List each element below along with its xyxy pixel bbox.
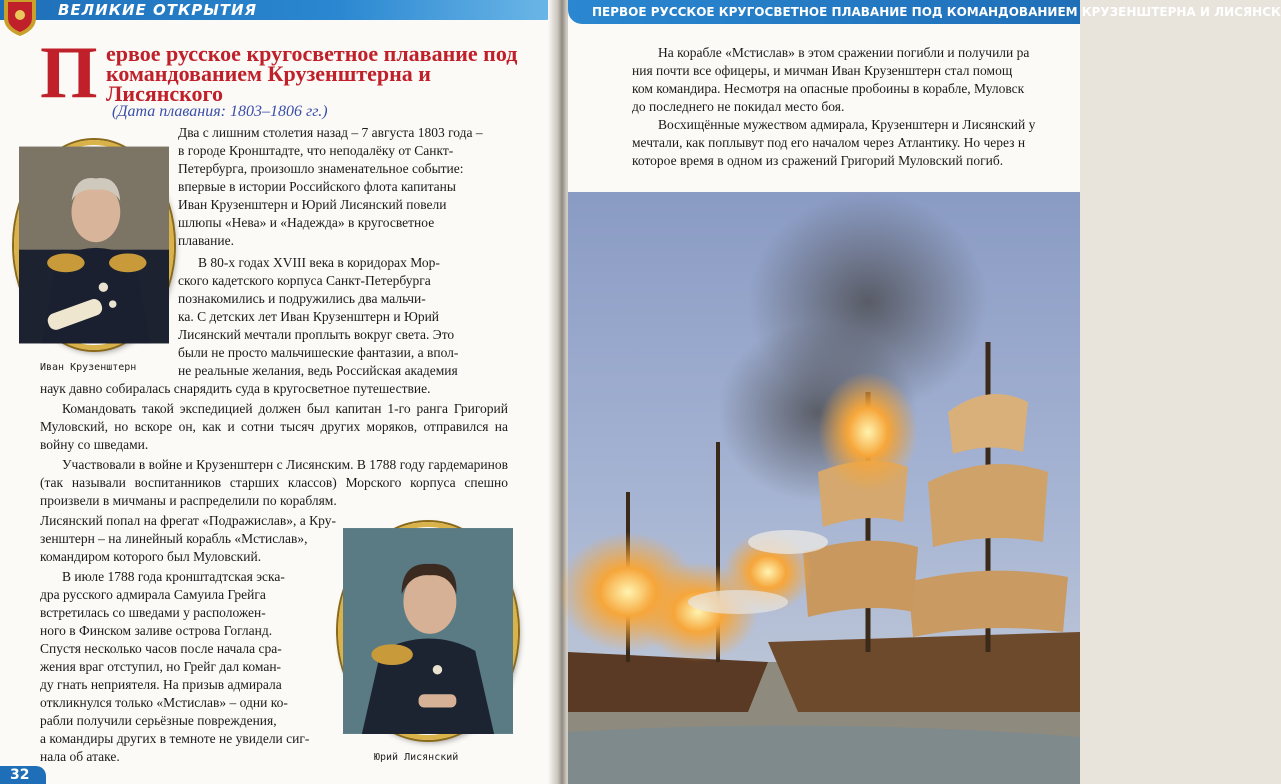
text-line: ка. С детских лет Иван Крузенштерн и Юрий	[178, 309, 440, 324]
text-line: Два с лишним столетия назад – 7 августа 1803 года –	[178, 125, 483, 140]
right-page	[568, 0, 1281, 784]
text-line: Лисянский попал на фрегат «Подражислав», а Кру-	[40, 513, 336, 528]
running-header	[568, 0, 1281, 24]
text-line: рабли получили серьёзные повреждения,	[40, 713, 277, 728]
caption-lisyansky: Юрий Лисянский	[374, 752, 459, 763]
text-line: которое время в одном из сражений Григорий Муловский погиб.	[632, 153, 1004, 168]
text-line: шлюпы «Нева» и «Надежда» в кругосветное	[178, 215, 435, 230]
text-line: ного в Финском заливе острова Гогланд.	[40, 623, 273, 638]
text-line: а командиры других в темноте не увидели сиг-	[40, 731, 310, 746]
naval-battle-illustration	[568, 192, 1080, 784]
caption-krusenstern: Иван Крузенштерн	[40, 362, 137, 373]
text-line: ком командира. Несмотря на опасные пробоины в корабле, Муловск	[632, 81, 1025, 96]
voyage-dates: (Дата плавания: 1803–1806 гг.)	[112, 103, 328, 120]
title-text: ервое русское кругосветное плавание под командованием Крузенштерна и Лисянского	[106, 41, 518, 106]
text-line: нала об атаке.	[40, 749, 120, 764]
text-line: зенштерн – на линейный корабль «Мстислав»,	[40, 531, 308, 546]
text-line: встретилась со шведами у расположен-	[40, 605, 266, 620]
text-line: в городе Кронштадте, что неподалёку от Санкт-	[178, 143, 454, 158]
text-line: командиром которого был Муловский.	[40, 549, 262, 564]
text-line: жения враг отступил, но Грейг дал коман-	[40, 659, 282, 674]
paragraph-3	[40, 400, 508, 454]
portrait-krusenstern-image	[19, 145, 169, 345]
text-line: Лисянский мечтали проплыть вокруг света. Это	[178, 327, 455, 342]
text-line: наук давно собиралась снарядить суда в кругосветное путешествие.	[40, 381, 431, 396]
section-title: ВЕЛИКИЕ ОТКРЫТИЯ	[58, 1, 258, 19]
text-line: Восхищённые мужеством адмирала, Крузенштерн и Лисянский у	[658, 117, 1036, 132]
paragraph-5	[40, 568, 350, 766]
portrait-krusenstern	[14, 140, 174, 350]
text-line: ду гнать неприятеля. На призыв адмирала	[40, 677, 282, 692]
text-line: мечтали, как поплывут под его началом через Атлантику. Но через н	[632, 135, 1026, 150]
text-line: В июле 1788 года кронштадтская эска-	[62, 569, 285, 584]
paragraph-3-text: Командовать такой экспедицией должен был капитан 1-го ранга Григорий Муловский, но вскоре он, как и сотни тысяч других моряков, отправился на войну со шведами.	[40, 401, 508, 452]
text-line: ского кадетского корпуса Санкт-Петербурга	[178, 273, 431, 288]
text-line: впервые в истории Российского флота капитаны	[178, 179, 456, 194]
left-page	[0, 0, 560, 784]
paragraph-2-end	[40, 380, 508, 398]
text-line: В 80-х годах XVIII века в коридорах Мор-	[198, 255, 440, 270]
coat-of-arms-icon	[0, 0, 40, 36]
intro-paragraph	[178, 124, 508, 250]
text-line: не реальные желания, ведь Российская академия	[178, 363, 458, 378]
text-line: плавание.	[178, 233, 234, 248]
text-line: ния почти все офицеры, и мичман Иван Крузенштерн стал помощ	[632, 63, 1013, 78]
section-banner	[0, 0, 560, 20]
text-line: до последнего не покидал место боя.	[632, 99, 845, 114]
text-line: Иван Крузенштерн и Юрий Лисянский повели	[178, 197, 447, 212]
text-line: Петербурга, произошло знаменательное событие:	[178, 161, 464, 176]
right-text-block	[632, 44, 1080, 170]
page-number: 32	[0, 766, 46, 784]
text-line: откликнулся только «Мстислав» – одни ко-	[40, 695, 288, 710]
portrait-lisyansky-image	[343, 527, 513, 735]
portrait-lisyansky	[338, 522, 518, 740]
paragraph-2	[178, 254, 508, 380]
text-line: Спустя несколько часов после начала сра-	[40, 641, 282, 656]
text-line: были не просто мальчишеские фантазии, а впол-	[178, 345, 459, 360]
text-line: На корабле «Мстислав» в этом сражении погибли и получили ра	[658, 45, 1030, 60]
text-line: дра русского адмирала Самуила Грейга	[40, 587, 266, 602]
title-dropcap: П	[40, 32, 98, 114]
paragraph-4	[40, 456, 508, 510]
paragraph-4-text: Участвовали в войне и Крузенштерн с Лисянским. В 1788 году гардемаринов (так называли воспитанников старших классов) Морского корпуса спешно произвели в мичманы и распределили по кораблям.	[40, 457, 508, 508]
paragraph-4-end	[40, 512, 360, 566]
running-header-text: ПЕРВОЕ РУССКОЕ КРУГОСВЕТНОЕ ПЛАВАНИЕ ПОД КОМАНДОВАНИЕМ КРУЗЕНШТЕРНА И ЛИСЯНСК	[592, 5, 1281, 19]
text-line: познакомились и подружились два мальчи-	[178, 291, 426, 306]
